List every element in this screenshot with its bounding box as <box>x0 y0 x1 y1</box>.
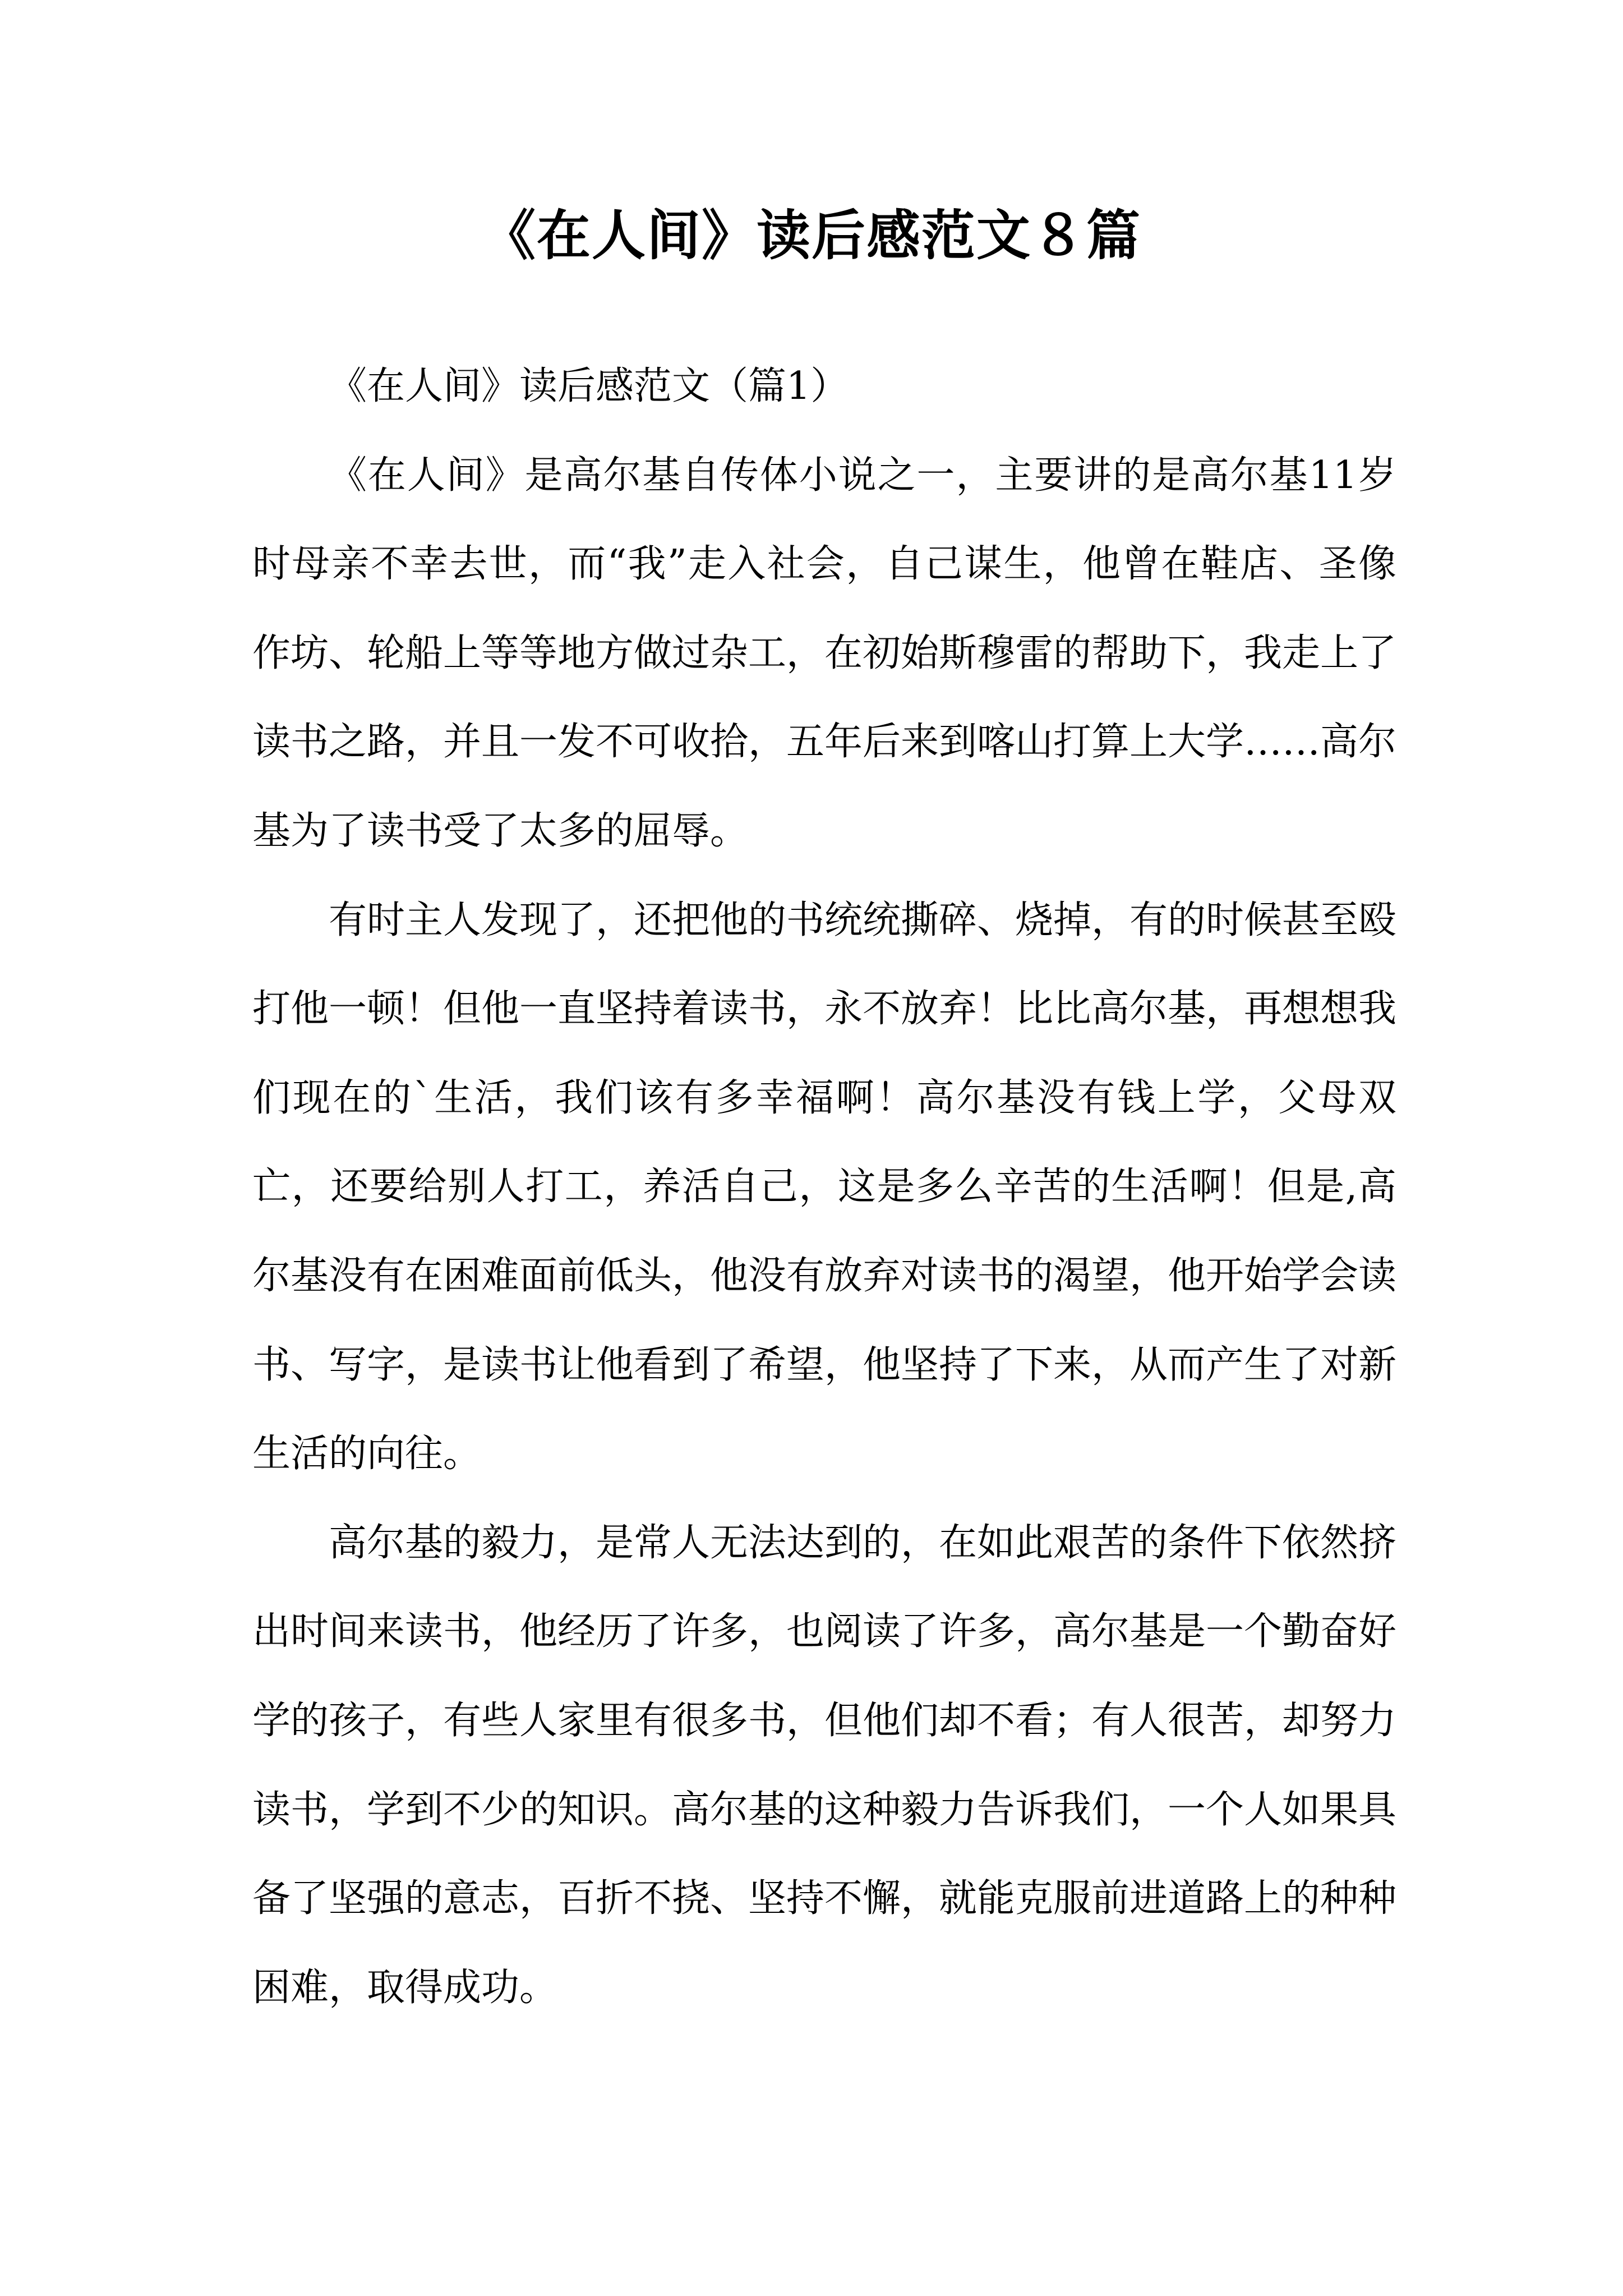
paragraph-1: 《在人间》是高尔基自传体小说之一，主要讲的是高尔基11岁时母亲不幸去世，而“我”走入社会，自己谋生，他曾在鞋店、圣像作坊、轮船上等等地方做过杂工，在初始斯穆雷的帮助下，我走上了读书之路，并且一发不可收拾，五年后来到喀山打算上大学……高尔基为了读书受了太多的屈辱。 <box>252 453 1397 853</box>
document-body <box>252 342 1396 2032</box>
document-title: 《在人间》读后感范文８篇 <box>482 204 1141 267</box>
paragraph-3: 高尔基的毅力，是常人无法达到的，在如此艰苦的条件下依然挤出时间来读书，他经历了许多，也阅读了许多，高尔基是一个勤奋好学的孩子，有些人家里有很多书，但他们却不看；有人很苦，却努力读书，学到不少的知识。高尔基的这种毅力告诉我们，一个人如果具备了坚强的意志，百折不挠、坚持不懈，就能克服前进道路上的种种困难，取得成功。 <box>252 1520 1397 2010</box>
paragraph-2: 有时主人发现了，还把他的书统统撕碎、烧掉，有的时候甚至殴打他一顿！但他一直坚持着读书，永不放弃！比比高尔基，再想想我们现在的`生活，我们该有多幸福啊！高尔基没有钱上学，父母双亡，还要给别人打工，养活自己，这是多么辛苦的生活啊！但是,高尔基没有在困难面前低头，他没有放弃对读书的渴望，他开始学会读书、写字，是读书让他看到了希望，他坚持了下来，从而产生了对新生活的向往。 <box>252 898 1397 1476</box>
section-heading: 《在人间》读后感范文（篇1） <box>329 364 849 408</box>
